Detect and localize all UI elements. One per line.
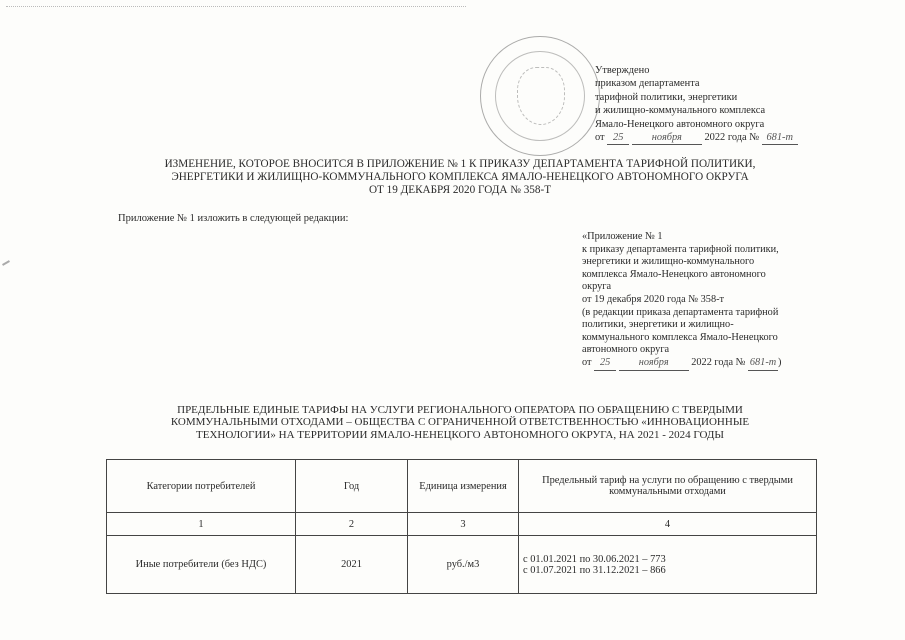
annex-date-day: 25 bbox=[594, 357, 616, 371]
cell-tariff bbox=[519, 536, 817, 594]
tariff-period: с 01.01.2021 по 30.06.2021 – 773 bbox=[523, 553, 666, 565]
annex-line: (в редакции приказа департамента тарифной bbox=[582, 306, 779, 318]
approval-date-month: ноября bbox=[632, 131, 702, 145]
intro-text: Приложение № 1 изложить в следующей редакции: bbox=[118, 213, 349, 224]
header-year: Год bbox=[296, 460, 408, 513]
approval-date-line bbox=[595, 131, 798, 145]
annex-line: от 19 декабря 2020 года № 358-т bbox=[582, 293, 725, 305]
annex-line: комплекса Ямало-Ненецкого автономного bbox=[582, 268, 766, 280]
approval-line: Ямало-Ненецкого автономного округа bbox=[595, 118, 765, 130]
official-seal-stamp bbox=[480, 36, 600, 156]
annex-line: энергетики и жилищно-коммунального bbox=[582, 256, 755, 268]
tariff-table bbox=[106, 459, 817, 594]
title2-line: ПРЕДЕЛЬНЫЕ ЕДИНЫЕ ТАРИФЫ НА УСЛУГИ РЕГИОНАЛЬНОГО ОПЕРАТОРА ПО ОБРАЩЕНИЮ С ТВЕРДЫМИ bbox=[177, 404, 743, 416]
document-title bbox=[90, 158, 830, 197]
annex-block bbox=[582, 231, 837, 371]
annex-line: автономного округа bbox=[582, 344, 670, 356]
title2-line: ТЕХНОЛОГИИ» НА ТЕРРИТОРИИ ЯМАЛО-НЕНЕЦКОГО АВТОНОМНОГО ОКРУГА, НА 2021 - 2024 ГОДЫ bbox=[196, 428, 724, 441]
header-unit: Единица измерения bbox=[408, 460, 519, 513]
cell-category: Иные потребители (без НДС) bbox=[107, 536, 296, 594]
approval-date-year: 2022 года № bbox=[704, 132, 760, 144]
header-tariff: Предельный тариф на услуги по обращению с твердыми коммунальными отходами bbox=[519, 460, 817, 513]
title-line: ЭНЕРГЕТИКИ И ЖИЛИЩНО-КОММУНАЛЬНОГО КОМПЛЕКСА ЯМАЛО-НЕНЕЦКОГО АВТОНОМНОГО ОКРУГА bbox=[171, 171, 749, 183]
annex-date-month: ноября bbox=[619, 357, 689, 371]
annex-line: коммунального комплекса Ямало-Ненецкого bbox=[582, 331, 778, 343]
approval-line: Утверждено bbox=[595, 65, 650, 76]
scan-edge-line bbox=[6, 6, 466, 7]
column-number: 1 bbox=[107, 513, 296, 536]
title-line: ОТ 19 ДЕКАБРЯ 2020 ГОДА № 358-Т bbox=[368, 184, 552, 196]
title2-line: КОММУНАЛЬНЫМИ ОТХОДАМИ – ОБЩЕСТВА С ОГРАНИЧЕННОЙ ОТВЕТСТВЕННОСТЬЮ «ИННОВАЦИОННЫЕ bbox=[170, 416, 750, 429]
approval-date-day: 25 bbox=[607, 131, 629, 145]
annex-date-number: 681-т bbox=[748, 357, 778, 371]
tariff-table-title bbox=[90, 404, 830, 441]
seal-emblem bbox=[517, 67, 565, 125]
annex-date-line bbox=[582, 357, 837, 371]
title-line: ИЗМЕНЕНИЕ, КОТОРОЕ ВНОСИТСЯ В ПРИЛОЖЕНИЕ № 1 К ПРИКАЗУ ДЕПАРТАМЕНТА ТАРИФНОЙ ПОЛИТИКИ, bbox=[164, 158, 756, 170]
tariff-period: с 01.07.2021 по 31.12.2021 – 866 bbox=[523, 564, 666, 576]
annex-date-suffix: ) bbox=[778, 356, 782, 368]
annex-line: округа bbox=[582, 281, 612, 293]
cell-unit: руб./м3 bbox=[408, 536, 519, 594]
annex-date-prefix: от bbox=[582, 356, 592, 368]
annex-line: к приказу департамента тарифной политики, bbox=[582, 243, 779, 255]
table-number-row bbox=[107, 513, 817, 536]
cell-year: 2021 bbox=[296, 536, 408, 594]
annex-date-year: 2022 года № bbox=[691, 356, 746, 368]
header-category: Категории потребителей bbox=[107, 460, 296, 513]
table-header-row bbox=[107, 460, 817, 513]
approval-date-number: 681-т bbox=[762, 131, 798, 145]
approval-line: и жилищно-коммунального комплекса bbox=[595, 105, 766, 117]
scan-mark bbox=[2, 260, 10, 266]
approval-date-prefix: от bbox=[595, 132, 605, 144]
column-number: 4 bbox=[519, 513, 817, 536]
approval-line: тарифной политики, энергетики bbox=[595, 91, 738, 103]
annex-line: политики, энергетики и жилищно- bbox=[582, 319, 734, 331]
table-row bbox=[107, 536, 817, 594]
approval-line: приказом департамента bbox=[595, 78, 700, 90]
annex-line: «Приложение № 1 bbox=[582, 231, 663, 242]
column-number: 3 bbox=[408, 513, 519, 536]
approval-block bbox=[595, 64, 798, 145]
column-number: 2 bbox=[296, 513, 408, 536]
